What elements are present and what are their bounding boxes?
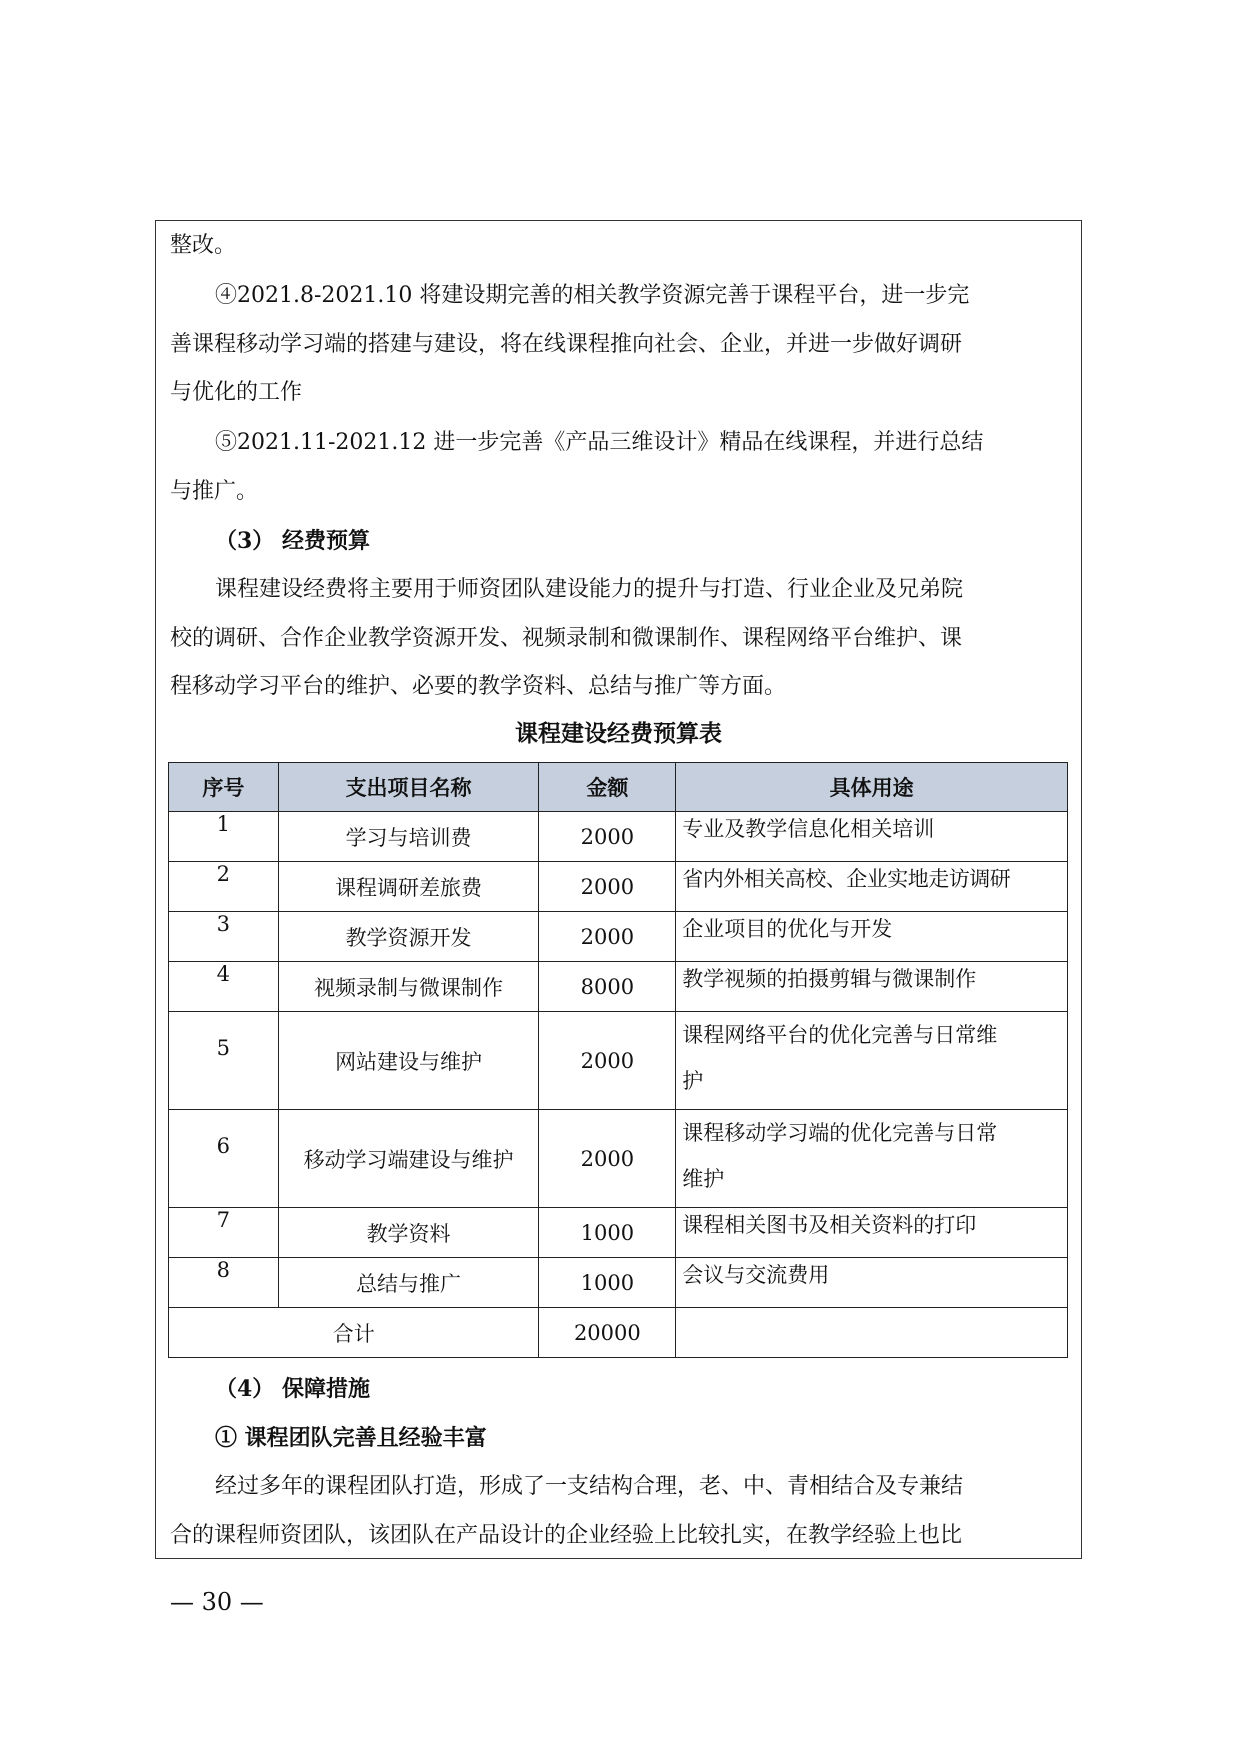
row-use-line1: 课程移动学习端的优化完善与日常 — [682, 1121, 998, 1145]
row-num: 5 — [169, 1012, 279, 1110]
paragraph-line: 校的调研、合作企业教学资源开发、视频录制和微课制作、课程网络平台维护、课 — [170, 626, 963, 651]
row-num: 8 — [169, 1258, 279, 1308]
row-num: 2 — [169, 862, 279, 912]
row-num: 1 — [169, 812, 279, 862]
paragraph-line: 经过多年的课程团队打造，形成了一支结构合理，老、中、青相结合及专兼结 — [215, 1474, 964, 1499]
table-row — [169, 1012, 1068, 1110]
row-name: 教学资源开发 — [278, 912, 539, 962]
row-amount: 2000 — [539, 1110, 676, 1208]
row-amount: 2000 — [539, 912, 676, 962]
paragraph-line: ⑤2021.11-2021.12 进一步完善《产品三维设计》精品在线课程，并进行总结 — [215, 430, 984, 455]
row-amount: 1000 — [539, 1258, 676, 1308]
table-row — [169, 912, 1068, 962]
table-header-row — [169, 763, 1068, 812]
total-use — [676, 1308, 1068, 1358]
paragraph-line: 合的课程师资团队，该团队在产品设计的企业经验上比较扎实，在教学经验上也比 — [170, 1523, 963, 1548]
row-use-line2: 维护 — [682, 1167, 725, 1191]
header-use: 具体用途 — [676, 763, 1068, 812]
paragraph-line: 程移动学习平台的维护、必要的教学资料、总结与推广等方面。 — [170, 674, 787, 699]
row-num: 4 — [169, 962, 279, 1012]
row-use: 企业项目的优化与开发 — [676, 912, 1068, 962]
row-amount: 8000 — [539, 962, 676, 1012]
paragraph-line: 与推广。 — [170, 479, 259, 504]
paragraph-line: ④2021.8-2021.10 将建设期完善的相关教学资源完善于课程平台，进一步完 — [215, 283, 970, 308]
row-name: 视频录制与微课制作 — [278, 962, 539, 1012]
section-heading-budget: （3） 经费预算 — [215, 528, 370, 554]
section-heading-safeguards: （4） 保障措施 — [215, 1376, 370, 1402]
table-row — [169, 1258, 1068, 1308]
subsection-heading: ① 课程团队完善且经验丰富 — [215, 1425, 487, 1451]
row-use-line1: 课程网络平台的优化完善与日常维 — [682, 1023, 998, 1047]
row-num: 3 — [169, 912, 279, 962]
row-use — [676, 1110, 1068, 1208]
row-name: 课程调研差旅费 — [278, 862, 539, 912]
row-use: 会议与交流费用 — [676, 1258, 1068, 1308]
table-title: 课程建设经费预算表 — [515, 720, 722, 747]
row-use — [676, 1012, 1068, 1110]
table-row — [169, 962, 1068, 1012]
paragraph-line: 整改。 — [170, 233, 237, 258]
row-name: 总结与推广 — [278, 1258, 539, 1308]
header-name: 支出项目名称 — [278, 763, 539, 812]
row-use: 课程相关图书及相关资料的打印 — [676, 1208, 1068, 1258]
row-use: 教学视频的拍摄剪辑与微课制作 — [676, 962, 1068, 1012]
table-row — [169, 1208, 1068, 1258]
total-label: 合计 — [169, 1308, 539, 1358]
row-num: 6 — [169, 1110, 279, 1208]
row-use-line2: 护 — [682, 1069, 704, 1093]
row-name: 网站建设与维护 — [278, 1012, 539, 1110]
row-name: 移动学习端建设与维护 — [278, 1110, 539, 1208]
budget-table — [168, 762, 1068, 1358]
total-amount: 20000 — [539, 1308, 676, 1358]
paragraph-line: 与优化的工作 — [170, 380, 303, 405]
table-row — [169, 1110, 1068, 1208]
row-amount: 2000 — [539, 812, 676, 862]
row-num: 7 — [169, 1208, 279, 1258]
row-use: 省内外相关高校、企业实地走访调研 — [676, 862, 1068, 912]
row-amount: 2000 — [539, 862, 676, 912]
header-amount: 金额 — [539, 763, 676, 812]
paragraph-line: 课程建设经费将主要用于师资团队建设能力的提升与打造、行业企业及兄弟院 — [215, 577, 964, 602]
paragraph-line: 善课程移动学习端的搭建与建设，将在线课程推向社会、企业，并进一步做好调研 — [170, 332, 963, 357]
table-row — [169, 812, 1068, 862]
table-row — [169, 862, 1068, 912]
page-number: — 30 — — [170, 1588, 264, 1616]
row-amount: 2000 — [539, 1012, 676, 1110]
row-name: 学习与培训费 — [278, 812, 539, 862]
row-use: 专业及教学信息化相关培训 — [676, 812, 1068, 862]
row-amount: 1000 — [539, 1208, 676, 1258]
row-name: 教学资料 — [278, 1208, 539, 1258]
table-total-row — [169, 1308, 1068, 1358]
header-num: 序号 — [169, 763, 279, 812]
